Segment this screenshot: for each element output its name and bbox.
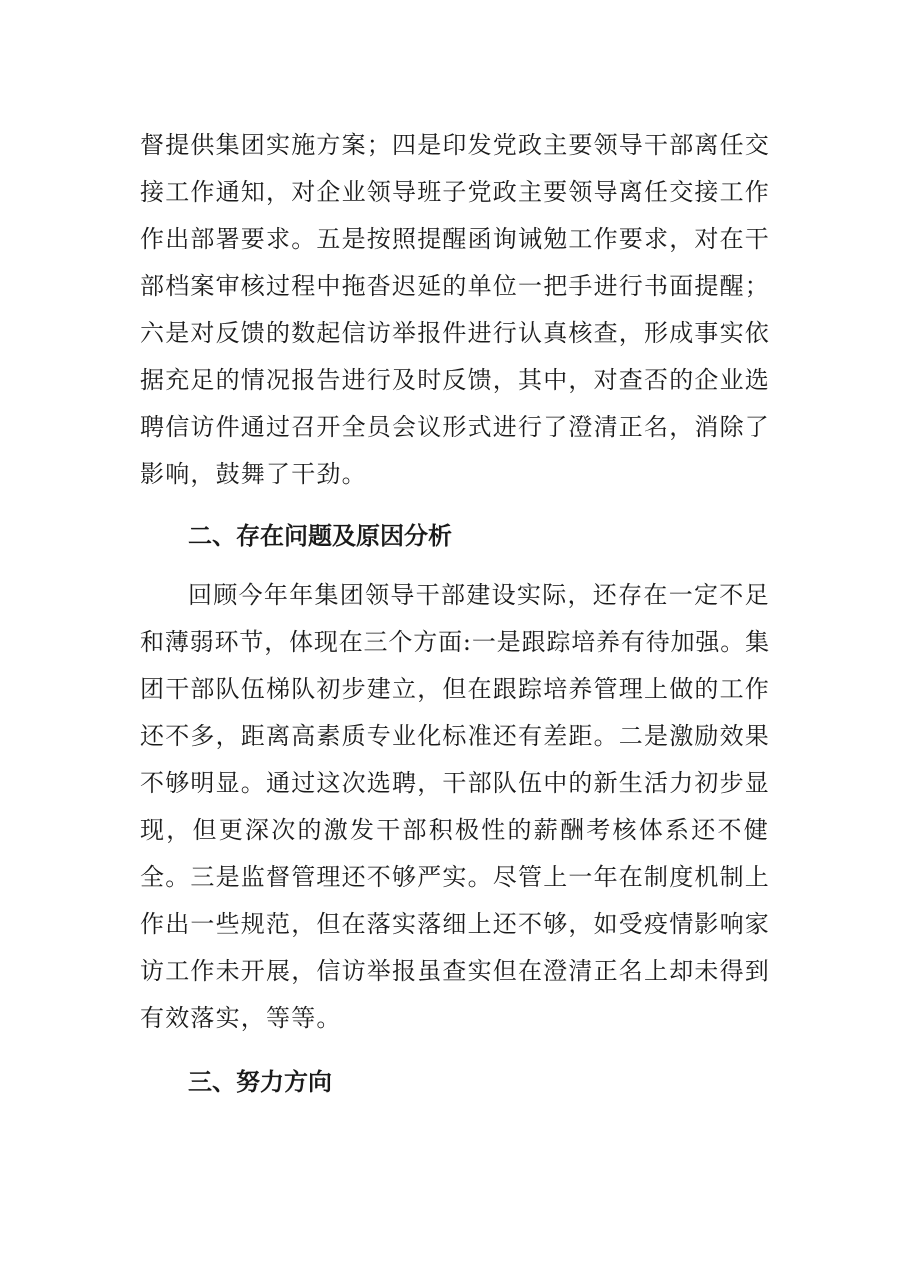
section-heading-direction: 三、努力方向 bbox=[188, 1068, 332, 1096]
paragraph-line: 接工作通知，对企业领导班子党政主要领导离任交接工作 bbox=[140, 178, 770, 206]
paragraph-line: 作出部署要求。五是按照提醒函询诫勉工作要求，对在干 bbox=[140, 225, 770, 253]
section-heading-problems: 二、存在问题及原因分析 bbox=[188, 522, 452, 550]
paragraph-line: 据充足的情况报告进行及时反馈，其中，对查否的企业选 bbox=[140, 366, 770, 394]
paragraph-line: 不够明显。通过这次选聘，干部队伍中的新生活力初步显 bbox=[140, 769, 770, 797]
paragraph-line: 全。三是监督管理还不够严实。尽管上一年在制度机制上 bbox=[140, 863, 770, 891]
paragraph-line-last: 影响，鼓舞了干劲。 bbox=[140, 460, 367, 488]
paragraph-line: 和薄弱环节，体现在三个方面:一是跟踪培养有待加强。集 bbox=[140, 628, 770, 656]
paragraph-line: 访工作未开展，信访举报虽查实但在澄清正名上却未得到 bbox=[140, 957, 770, 985]
paragraph-line: 部档案审核过程中拖沓迟延的单位一把手进行书面提醒； bbox=[140, 272, 770, 300]
paragraph-line: 还不多，距离高素质专业化标准还有差距。二是激励效果 bbox=[140, 722, 770, 750]
paragraph-line: 聘信访件通过召开全员会议形式进行了澄清正名，消除了 bbox=[140, 413, 770, 441]
paragraph-line-last: 有效落实，等等。 bbox=[140, 1004, 342, 1032]
paragraph-line: 督提供集团实施方案；四是印发党政主要领导干部离任交 bbox=[140, 131, 770, 159]
paragraph-line: 团干部队伍梯队初步建立，但在跟踪培养管理上做的工作 bbox=[140, 675, 770, 703]
paragraph-line-first: 回顾今年年集团领导干部建设实际，还存在一定不足 bbox=[188, 581, 770, 609]
paragraph-line: 六是对反馈的数起信访举报件进行认真核查，形成事实依 bbox=[140, 319, 770, 347]
paragraph-line: 现，但更深次的激发干部积极性的薪酬考核体系还不健 bbox=[140, 816, 770, 844]
paragraph-line: 作出一些规范，但在落实落细上还不够，如受疫情影响家 bbox=[140, 910, 770, 938]
